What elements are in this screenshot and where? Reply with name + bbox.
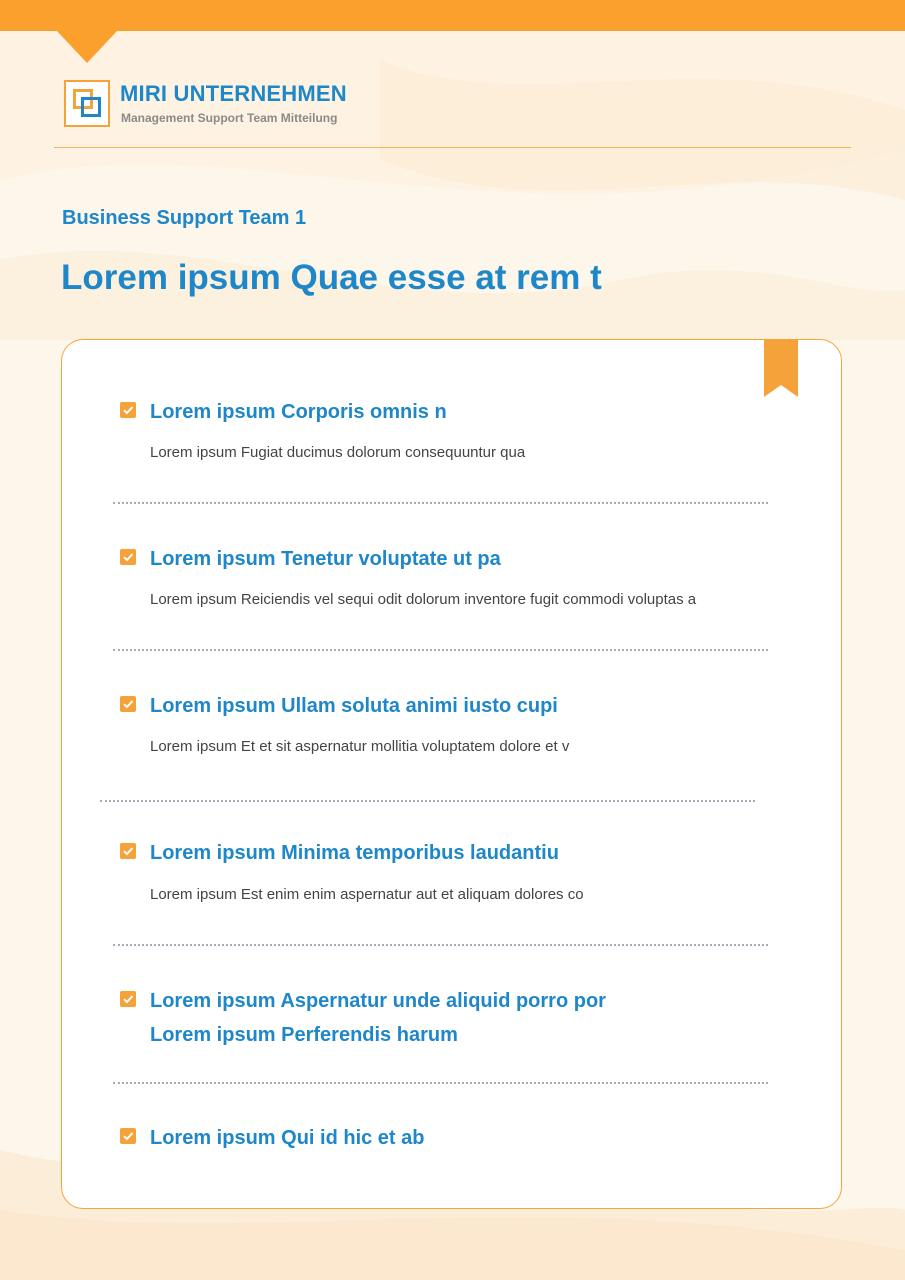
item-description: Lorem ipsum Fugiat ducimus dolorum consequuntur qua [150,444,526,461]
dotted-divider [113,1082,768,1084]
checkbox-checked-icon [120,549,136,565]
item-description: Lorem ipsum Et et sit aspernatur mollitia voluptatem dolore et v [150,738,570,755]
item-title: Lorem ipsum Aspernatur unde aliquid porro por [150,990,606,1012]
checklist-card [61,339,842,1209]
checkbox-checked-icon [120,991,136,1007]
brand-subtitle: Management Support Team Mitteilung [121,111,338,125]
top-accent-bar [0,0,905,31]
item-title: Lorem ipsum Corporis omnis n [150,401,447,423]
checkbox-checked-icon [120,402,136,418]
dotted-divider [113,502,768,504]
bookmark-ribbon-icon [764,339,798,399]
section-label: Business Support Team 1 [62,207,307,229]
checkbox-checked-icon [120,696,136,712]
company-logo [64,80,110,127]
dotted-divider [100,800,755,802]
checkbox-checked-icon [120,1128,136,1144]
item-title: Lorem ipsum Ullam soluta animi iusto cupi [150,695,558,717]
item-description: Lorem ipsum Est enim enim aspernatur aut et aliquam dolores co [150,886,584,903]
item-description: Lorem ipsum Reiciendis vel sequi odit dolorum inventore fugit commodi voluptas a [150,591,697,608]
dotted-divider [113,944,768,946]
header-divider [54,147,851,148]
top-accent-notch [56,30,118,63]
item-title: Lorem ipsum Tenetur voluptate ut pa [150,548,501,570]
item-title: Lorem ipsum Minima temporibus laudantiu [150,842,559,864]
item-title: Lorem ipsum Qui id hic et ab [150,1127,425,1149]
dotted-divider [113,649,768,651]
page-title: Lorem ipsum Quae esse at rem t [61,258,602,297]
brand-name: MIRI UNTERNEHMEN [120,81,347,106]
item-title-line2: Lorem ipsum Perferendis harum [150,1024,458,1046]
checkbox-checked-icon [120,843,136,859]
